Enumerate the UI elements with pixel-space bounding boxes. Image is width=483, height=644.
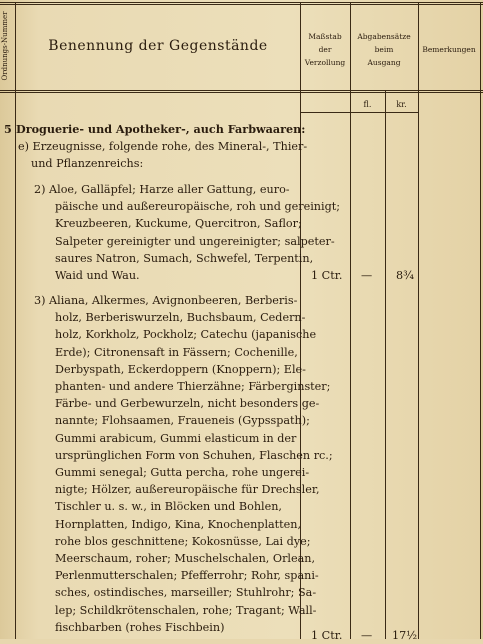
fl-kr-divider (385, 90, 386, 639)
section-title: Droguerie- und Apotheker-, auch Farbwaaren: (16, 122, 306, 136)
top-rule (0, 2, 483, 5)
header-number: Ordnungs-Nummer (1, 11, 9, 81)
header-remarks: Bemerkungen (422, 45, 476, 54)
item-2-text: 2) Aloe, Galläpfel; Harze aller Gattung, euro- päische und außereuropäische, roh und gereinigt; Kreuzbeeren, Kuckume, Quercitron, Saflor; Salpeter gereinigter und ungereinigter; salpeter- saures Natron, Sumach, Schwefel, Terpentin, Waid und Wau. (34, 183, 341, 283)
header-name: Benennung der Gegenstände (48, 38, 268, 54)
number-column-divider (15, 2, 16, 639)
item-3-fl: — (361, 629, 373, 642)
item-3-kr: 17½ (392, 629, 418, 642)
item-2-measure: 1 Ctr. (311, 269, 343, 282)
item-2-fl: — (361, 269, 373, 282)
currency-kr: kr. (396, 100, 407, 109)
header-bottom-rule (0, 90, 483, 93)
header-duty: Abgabensätze beim Ausgang (357, 32, 411, 67)
item-3-measure: 1 Ctr. (311, 629, 343, 642)
header-measure: Maßstab der Verzollung (304, 32, 346, 67)
duty-column-divider (418, 2, 419, 639)
currency-subheader-rule (300, 112, 418, 113)
subsection-e: e) Erzeugnisse, folgende rohe, des Mineral-, Thier- und Pflanzenreichs: (18, 140, 308, 171)
item-3-text: 3) Aliana, Alkermes, Avignonbeeren, Berberis- holz, Berberiswurzeln, Buchsbaum, Cedern- holz, Korkholz, Pockholz; Catechu (japanische Erde); Citronensaft in Fässern; Cochenille, Derbyspath, Eckerdoppern (Knoppern); Ele- phanten- und andere Thierzähne; Färberginster; Färbe- und Gerbewurzeln, nicht besonders ge- nannte; Flohsaamen, Fraueneis (Gypsspath); Gummi arabicum, Gummi elasticum in der ursprünglichen Form von Schuhen, Flaschen rc.; Gummi senegal; Gutta percha, rohe ungerei- nigte; Hölzer, außereuropäische für Drechsler, Tischler u. s. w., in Blöcken und Bohlen, Hornplatten, Indigo, Kina, Knochenplatten, rohe blos geschnittene; Kokosnüsse, Lai dye; Meerschaum, roher; Muschelschalen, Orlean, Perlenmutterschalen; Pfefferrohr; Rohr, spani- sches, ostindisches, marseiller; Stuhlrohr; Sa- lep; Schildkrötenschalen, rohe; Tragant; Wall- fischbarben (rohes Fischbein) (34, 294, 333, 634)
item-2-kr: 8¾ (396, 269, 414, 282)
section-number: 5 (4, 122, 12, 136)
remarks-column-divider (480, 2, 481, 639)
currency-fl: fl. (363, 100, 372, 109)
